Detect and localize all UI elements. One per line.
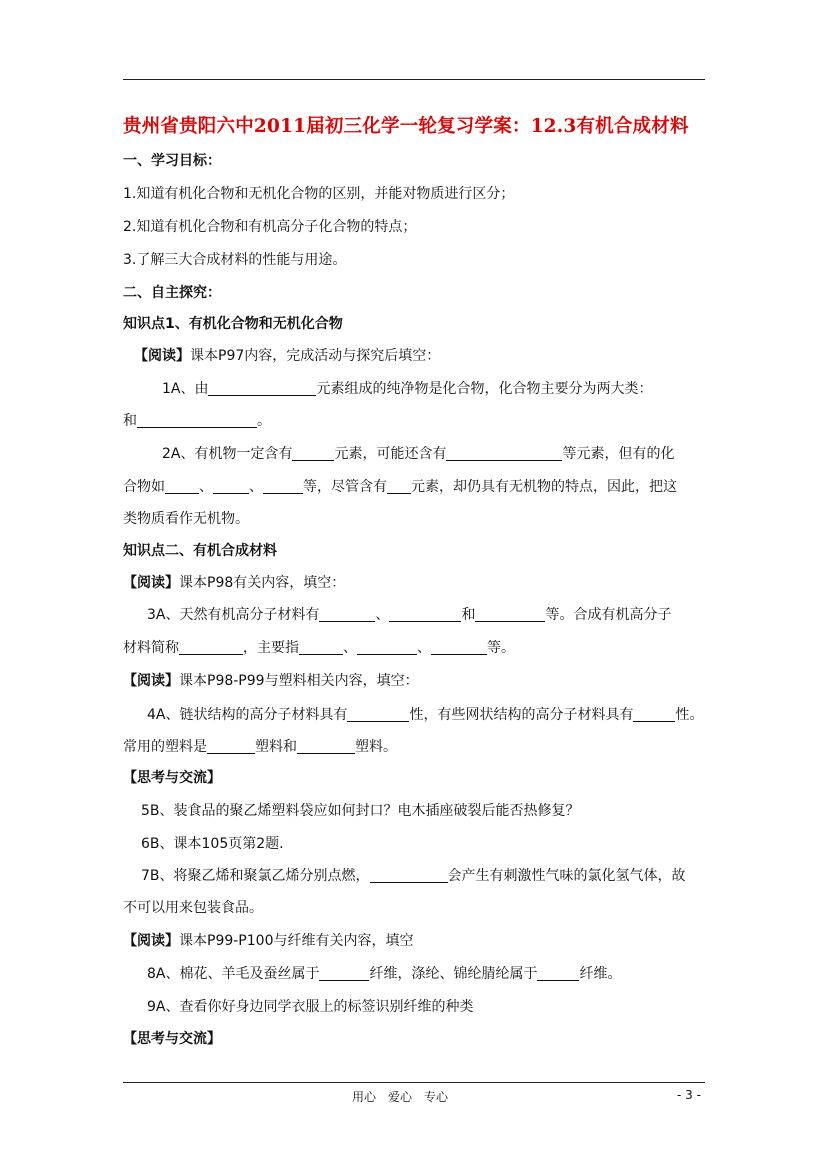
page-title: 贵州省贵阳六中2011届初三化学一轮复习学案：12.3有机合成材料	[123, 116, 689, 137]
answer-blank[interactable]	[347, 707, 409, 722]
answer-blank[interactable]	[208, 381, 316, 396]
answer-blank[interactable]	[319, 607, 375, 622]
answer-blank[interactable]	[357, 640, 417, 655]
answer-blank[interactable]	[137, 413, 257, 428]
question-3: 3A、天然有机高分子材料有 、 和 等。合成有机高分子	[147, 607, 672, 623]
answer-blank[interactable]	[475, 607, 545, 622]
question-9: 9A、查看你好身边同学衣服上的标签识别纤维的种类	[147, 999, 474, 1015]
answer-blank[interactable]	[213, 479, 249, 494]
question-5: 5B、装食品的聚乙烯塑料袋应如何封口？电木插座破裂后能否热修复？	[141, 803, 580, 819]
answer-blank[interactable]	[292, 446, 334, 461]
question-2-end: 类物质看作无机物。	[123, 511, 249, 527]
footer-motto: 用心 爱心 专心	[352, 1090, 449, 1104]
reading-tag: 【阅读】	[123, 673, 179, 689]
question-8: 8A、棉花、羊毛及蚕丝属于 纤维，涤纶、锦纶腈纶属于 纤维。	[147, 966, 622, 982]
think-heading: 【思考与交流】	[123, 1031, 221, 1047]
header-rule	[123, 79, 705, 80]
section-heading-goals: 一、学习目标：	[123, 153, 221, 169]
question-6: 6B、课本105页第2题.	[141, 836, 284, 852]
section-heading-explore: 二、自主探究：	[123, 285, 221, 301]
answer-blank[interactable]	[319, 966, 369, 981]
answer-blank[interactable]	[446, 446, 562, 461]
question-3-cont: 材料简称 ，主要指 、 、 等。	[123, 640, 515, 656]
answer-blank[interactable]	[537, 966, 579, 981]
reading-prompt: 【阅读】课本P99-P100与纤维有关内容，填空	[123, 933, 414, 949]
reading-prompt: 【阅读】课本P97内容，完成活动与探究后填空：	[134, 348, 441, 364]
question-7-cont: 不可以用来包装食品。	[123, 900, 263, 916]
answer-blank[interactable]	[389, 607, 461, 622]
footer-rule	[123, 1082, 705, 1083]
answer-blank[interactable]	[633, 707, 675, 722]
reading-prompt: 【阅读】课本P98有关内容，填空：	[123, 575, 346, 591]
knowledge-point-2: 知识点二、有机合成材料	[123, 543, 277, 559]
answer-blank[interactable]	[297, 739, 355, 754]
answer-blank[interactable]	[387, 479, 411, 494]
goal-item: 3.了解三大合成材料的性能与用途。	[123, 252, 347, 268]
answer-blank[interactable]	[207, 739, 255, 754]
think-heading: 【思考与交流】	[123, 770, 221, 786]
answer-blank[interactable]	[370, 868, 448, 883]
answer-blank[interactable]	[165, 479, 199, 494]
question-7: 7B、将聚乙烯和聚氯乙烯分别点燃， 会产生有刺激性气味的氯化氢气体，故	[141, 868, 686, 884]
page-number: - 3 -	[677, 1088, 701, 1102]
reading-prompt: 【阅读】课本P98-P99与塑料相关内容，填空：	[123, 673, 419, 689]
question-4-cont: 常用的塑料是 塑料和 塑料。	[123, 739, 397, 755]
question-2-cont: 合物如 、 、 等，尽管含有 元素，却仍具有无机物的特点，因此，把这	[123, 479, 677, 495]
goal-item: 1.知道有机化合物和无机化合物的区别，并能对物质进行区分；	[123, 186, 515, 202]
reading-tag: 【阅读】	[123, 575, 179, 591]
question-2: 2A、有机物一定含有 元素，可能还含有 等元素，但有的化	[162, 446, 675, 462]
question-4: 4A、链状结构的高分子材料具有 性，有些网状结构的高分子材料具有 性。	[147, 707, 704, 723]
goal-item: 2.知道有机化合物和有机高分子化合物的特点；	[123, 219, 417, 235]
answer-blank[interactable]	[263, 479, 303, 494]
answer-blank[interactable]	[299, 640, 343, 655]
answer-blank[interactable]	[431, 640, 487, 655]
reading-tag: 【阅读】	[134, 348, 190, 364]
knowledge-point-1: 知识点1、有机化合物和无机化合物	[123, 316, 343, 332]
reading-tag: 【阅读】	[123, 933, 179, 949]
question-1-cont: 和 。	[123, 413, 271, 429]
question-1: 1A、由 元素组成的纯净物是化合物，化合物主要分为两大类：	[162, 381, 653, 397]
answer-blank[interactable]	[179, 640, 243, 655]
